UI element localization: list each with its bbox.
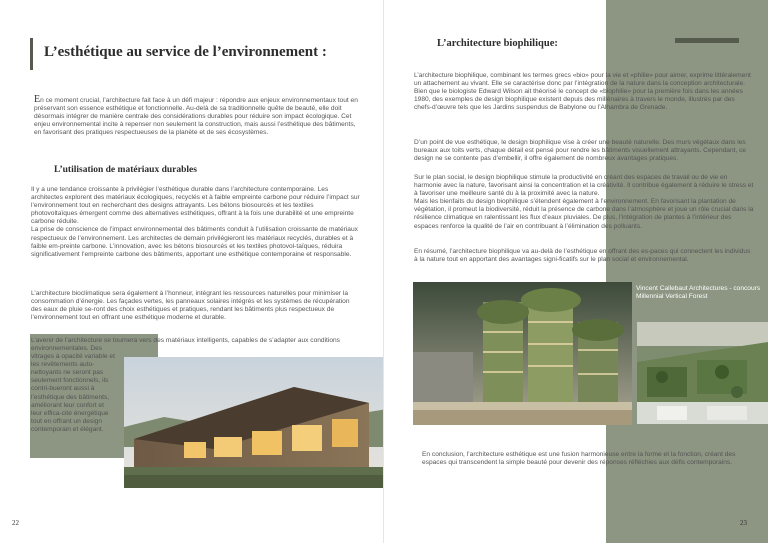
page-title: L’esthétique au service de l’environnement : bbox=[44, 44, 327, 60]
right-page-title: L’architecture biophilique: bbox=[437, 38, 558, 49]
page-number-right: 23 bbox=[740, 519, 747, 527]
paragraph-conclusion: En conclusion, l’architecture esthétique est une fusion harmonieuse entre la forme et la fonction, créant des espaces qui transcendent la simple beauté pour devenir des réponses réfléchies aux défis contemporains. bbox=[422, 451, 736, 467]
paragraph-summary: En résumé, l’architecture biophilique va au-delà de l’esthétique en offrant des es-paces qui connectent les individus à la nature tout en apportant des avantages signi-ficatifs sur le plan social et environnemental. bbox=[414, 248, 751, 264]
paragraph-bioclimatic: L’architecture bioclimatique sera également à l’honneur, intégrant les ressources naturelles pour minimiser la consommation d’énergie. Les façades vertes, les panneaux solaires intégrés et les systèmes de récupération des eaux de pluie se-ront des choix esthétiques et pratiques, rendant les bâtiments plus respectueux de l’environnement tout en offrant une esthétique moderne et durable. bbox=[31, 290, 350, 322]
paragraph-smart-materials-lead: L’avenir de l’architecture se tournera vers des matériaux intelligents, capables de s’adapter aux conditions bbox=[31, 337, 340, 344]
drop-cap: E bbox=[34, 94, 41, 105]
green-roof-aerial-photo bbox=[637, 322, 768, 424]
title-accent-bar bbox=[30, 38, 33, 70]
intro-paragraph bbox=[34, 96, 360, 137]
timber-building-photo bbox=[124, 357, 384, 488]
vertical-forest-photo bbox=[413, 282, 632, 425]
paragraph-social: Sur le plan social, le design biophilique stimule la productivité en créant des espaces de travail ou de vie en harmonie avec la nature, favorisant ainsi la concentration et la créativité. Il contribue également à réduire le stress et à favoriser une meilleure santé du à la proximité avec la nature. Mais les bienfaits du design biophilique s’étendent également à l’environnement. En favorisant la plantation de végétation, il promeut la biodiversité, réduit la présence de carbone dans l’atmosphère et joue un rôle crucial dans la résilience climatique en ralentissant les flux d’eaux pluviales. De plus, l’intégration de plantes à l’intérieur des espaces renforce la qualité de l’air en contribuant à l’élimination des polluants. bbox=[414, 174, 754, 230]
intro-text: n ce moment crucial, l’architecture fait face à un défi majeur : répondre aux enjeux environnementaux tout en préservant son essence esthétique et fonctionnelle. Au-delà de sa traditionnelle quête de beauté, elle doit désormais intégrer de manière centrale des considérations durables pour réduire son impact écologique. Cet enjeu environnemental incite à repenser non seulement la construction, mais aussi l’esthétique des bâtiments, en favorisant des pratiques respectueuses de la planète et de ses écosystèmes. bbox=[34, 97, 358, 137]
paragraph-materials: Il y a une tendance croissante à privilégier l’esthétique durable dans l’architecture contemporaine. Les architectes explorent des matériaux écologiques, recyclés et à faible empreinte carbone pour réduire l’impact sur l’environnement tout en recherchant des designs attrayants. Les bétons biosourcés et les textiles photovoltaïques émergent comme des alternatives esthétiques, offrant à la fois une durabilité et une empreinte carbone réduite. La prise de conscience de l’impact environnemental des bâtiments conduit à l’utilisation croissante de matériaux respectueux de l’environnement. Les architectes de demain privilégieront les matériaux recyclés, durables et à faible em-preinte carbone. L’innovation, avec les bétons biosourcés et les textiles photovol-taïques, réduira significativement l’empreinte carbone des bâtiments, apportant une esthétique contemporaine et responsable. bbox=[31, 186, 360, 258]
paragraph-biophilic-intro: L’architecture biophilique, combinant les termes grecs «bio» pour la vie et «philie» pour aimer, exprime littéralement un attachement au vivant. Elle se caractérise donc par l’intégration de la nature dans la conception architecturale. Bien que le biologiste Edward Wilson ait théorisé le concept de «biophilie» pour la première fois dans les années 1980, des exemples de design biophilique existent depuis des millénaires à travers le monde, illustrés par des chefs-d’œuvre tels que les Jardins suspendus de Babylone ou l’Alhambra de Grenade. bbox=[414, 72, 751, 112]
page-number-left: 22 bbox=[12, 519, 19, 527]
section-subtitle: L’utilisation de matériaux durables bbox=[54, 165, 197, 175]
paragraph-aesthetic: D’un point de vue esthétique, le design biophilique vise à créer une beauté naturelle. Des murs végétaux dans les bureaux aux toits verts, chaque détail est pensé pour rendre les bâtiments visuellement attrayants. Cependant, ce design ne se contente pas d’embellir, il offre également de nombreux avantages pratiques. bbox=[414, 139, 747, 163]
photo-caption: Vincent Callebaut Architectures - concours Millennial Vertical Forest bbox=[636, 285, 761, 301]
title-accent-bar-right bbox=[675, 38, 739, 43]
paragraph-smart-materials: environnementales. Des vitrages à opacité variable et les revêtements auto-nettoyants ne seront pas seulement fonctionnels, ils contri-bueront aussi à l’esthétique des bâtiments, améliorant leur confort et leur effica-cité énergétique tout en offrant un design contemporain et élégant. bbox=[31, 345, 115, 433]
